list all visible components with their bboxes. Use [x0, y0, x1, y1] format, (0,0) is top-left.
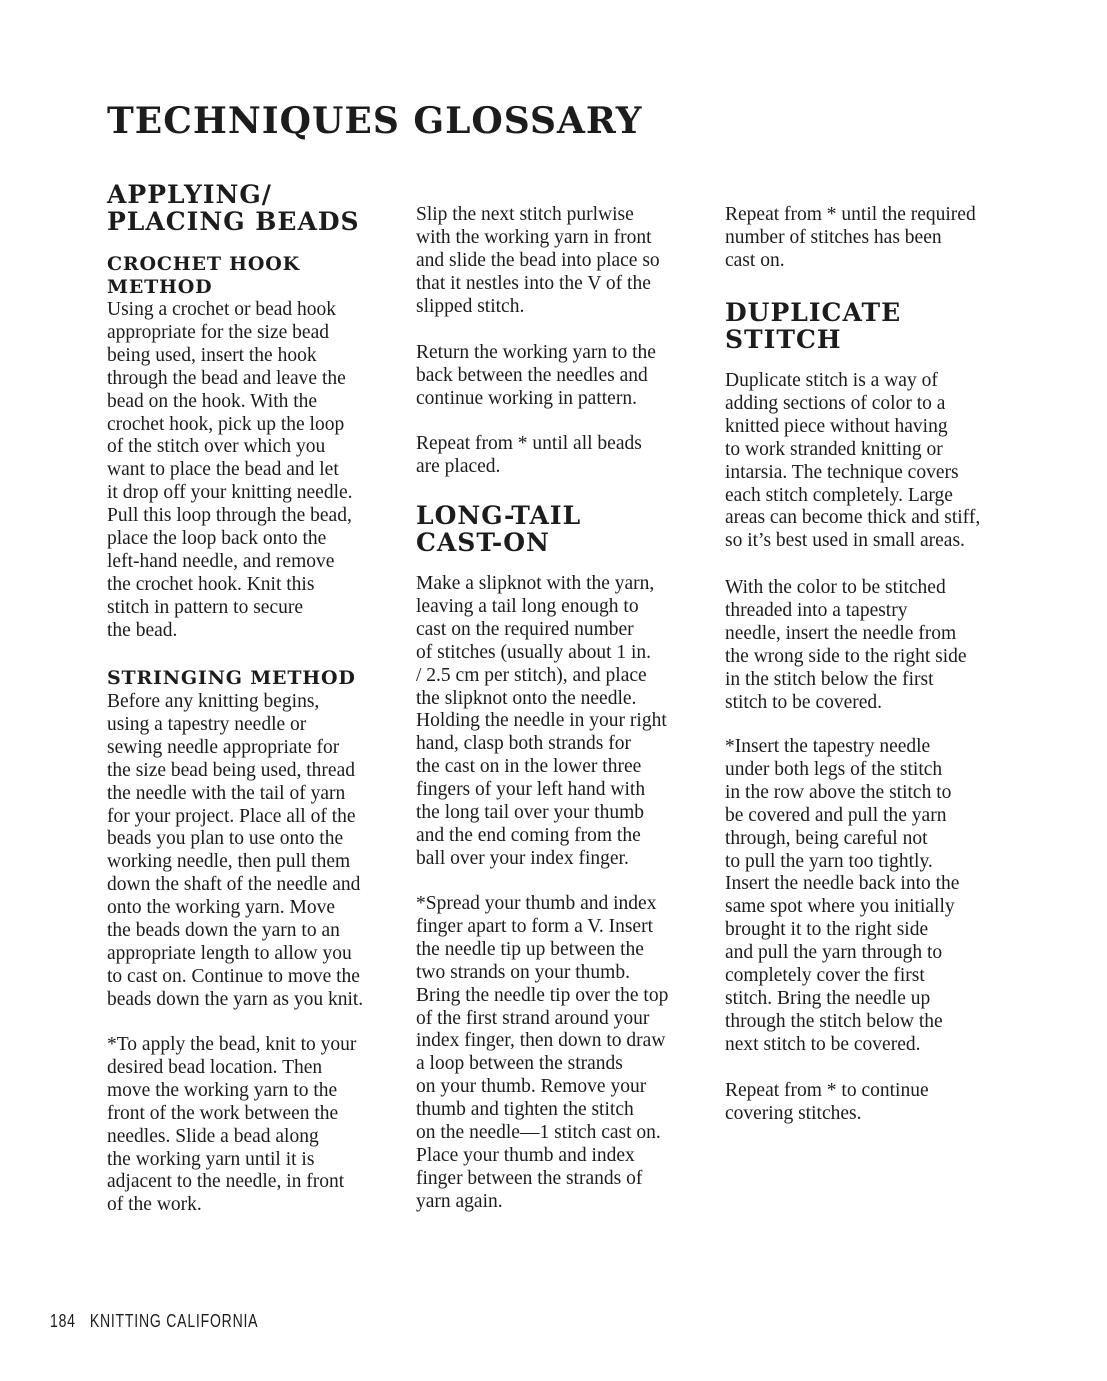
- paragraph: With the color to be stitched threaded into a tapestry needle, insert the needle from the wrong side to the right side in the stitch below the first stitch to be covered.: [725, 577, 967, 713]
- subheading-stringing-method: STRINGING METHOD: [107, 667, 356, 689]
- paragraph: Duplicate stitch is a way of adding sections of color to a knitted piece without having to work stranded knitting or intarsia. The technique covers each stitch completely. Large areas can become thick and stiff, so it’s best used in small areas.: [725, 370, 981, 552]
- paragraph: Repeat from * until the required number of stitches has been cast on.: [725, 204, 976, 271]
- paragraph: *To apply the bead, knit to your desired bead location. Then move the working yarn to the front of the work between the needles. Slide a bead along the working yarn until it is adjacent to the needle, in front of the work.: [107, 1034, 357, 1216]
- section-heading-applying-beads: APPLYING/ PLACING BEADS: [107, 180, 360, 236]
- paragraph: Using a crochet or bead hook appropriate for the size bead being used, insert the hook through the bead and leave the bead on the hook. With the crochet hook, pick up the loop of the stitch over which you want to place the bead and let it drop off your knitting needle. Pull this loop through the bead, place the loop back onto the left-hand needle, and remove the crochet hook. Knit this stitch in pattern to secure the bead.: [107, 299, 353, 641]
- page-title: TECHNIQUES GLOSSARY: [107, 100, 643, 142]
- paragraph: Before any knitting begins, using a tapestry needle or sewing needle appropriate for the size bead being used, thread the needle with the tail of yarn for your project. Place all of the beads you plan to use onto the working needle, then pull them down the shaft of the needle and onto the working yarn. Move the beads down the yarn to an appropriate length to allow you to cast on. Continue to move the beads down the yarn as you knit.: [107, 691, 364, 1010]
- page-footer: [50, 1310, 272, 1332]
- section-heading-duplicate-stitch: DUPLICATE STITCH: [725, 298, 902, 354]
- subheading-crochet-hook-method: CROCHET HOOK METHOD: [107, 253, 300, 298]
- section-heading-long-tail-cast-on: LONG-TAIL CAST-ON: [416, 501, 582, 557]
- paragraph: Slip the next stitch purlwise with the working yarn in front and slide the bead into place so that it nestles into the V of the slipped stitch.: [416, 204, 660, 317]
- paragraph: Repeat from * to continue covering stitches.: [725, 1080, 929, 1124]
- paragraph: Repeat from * until all beads are placed.: [416, 433, 642, 477]
- paragraph: Make a slipknot with the yarn, leaving a tail long enough to cast on the required number of stitches (usually about 1 in. / 2.5 cm per stitch), and place the slipknot onto the needle. Holding the needle in your right hand, clasp both strands for the cast on in the lower three fingers of your left hand with the long tail over your thumb and the end coming from the ball over your index finger.: [416, 573, 667, 869]
- paragraph: Return the working yarn to the back between the needles and continue working in pattern.: [416, 342, 656, 409]
- running-title: KNITTING CALIFORNIA: [89, 1311, 259, 1331]
- page-number: 184: [50, 1311, 76, 1331]
- paragraph: *Insert the tapestry needle under both legs of the stitch in the row above the stitch to be covered and pull the yarn through, being careful not to pull the yarn too tightly. Insert the needle back into the same spot where you initially brought it to the right side and pull the yarn through to completely cover the first stitch. Bring the needle up through the stitch below the next stitch to be covered.: [725, 736, 960, 1055]
- paragraph: *Spread your thumb and index finger apart to form a V. Insert the needle tip up between the two strands on your thumb. Bring the needle tip over the top of the first strand around your index finger, then down to draw a loop between the strands on your thumb. Remove your thumb and tighten the stitch on the needle—1 stitch cast on. Place your thumb and index finger between the strands of yarn again.: [416, 893, 669, 1212]
